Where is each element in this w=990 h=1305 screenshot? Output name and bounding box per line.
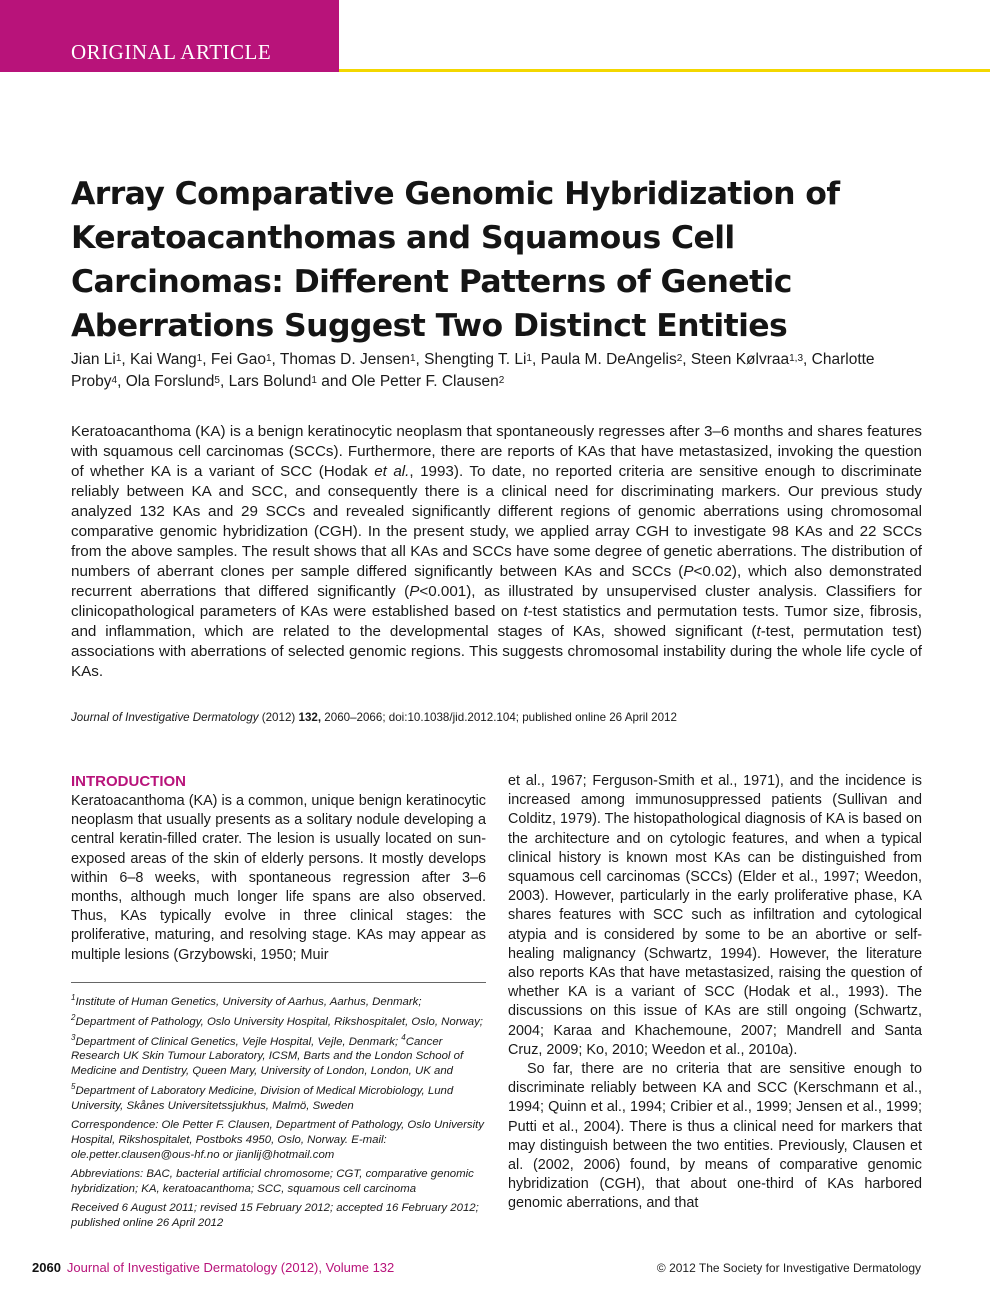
affiliation-number: 2: [71, 1012, 76, 1022]
author-name: Charlotte Proby: [71, 351, 875, 390]
author-affiliation: 1: [115, 353, 122, 364]
author-name: Ole Petter F. Clausen: [351, 373, 499, 390]
abstract-italic: et al.: [374, 463, 410, 480]
affiliation-number: 1: [71, 993, 76, 1002]
author-affiliation: 1: [311, 375, 317, 386]
correspondence: Correspondence: Ole Petter F. Clausen, Department of Pathology, Oslo University Hospital, Rikshospitalet, Postboks 4950, Oslo, Norway. E-mail: ole.petter.clausen@ous-hf.no or jianlij@hotmail.com: [71, 1119, 485, 1162]
citation-rest: 2060–2066; doi:10.1038/jid.2012.104; published online 26 April 2012: [321, 711, 677, 724]
author-affiliation: 4: [111, 375, 118, 386]
abstract-italic: P: [683, 563, 694, 580]
page-number: 2060: [32, 1260, 61, 1275]
author-list: Jian Li$^1$, Kai Wang$^1$, Fei Gao$^1$, Thomas D. Jensen$^1$, Shengting T. Li$^1$, Paula M. DeAngelis$^2$, Steen Kølvraa$^{1,3}$, Charlotte Proby$^4$, Ola Forslund$^5$, Lars Bolund$^1$ and Ole Petter F. Clausen$^2$: [71, 351, 875, 390]
author-affiliation: 2: [498, 375, 505, 386]
author-name: Thomas D. Jensen: [279, 351, 410, 368]
footer-journal: Journal of Investigative Dermatology (2012), Volume 132: [66, 1260, 395, 1275]
affiliations: [71, 990, 486, 1114]
affiliation-text: Department of Laboratory Medicine, Division of Medical Microbiology, Lund University, Skånes Universitetssjukhus, Malmö, Sweden: [71, 1085, 454, 1113]
abstract-text: Keratoacanthoma (KA) is a benign keratinocytic neoplasm that spontaneously regresses after 3–6 months and shares features with squamous cell carcinomas (SCCs). Furthermore, there are reports of KAs that have metastasized, invoking the question of whether KA is a variant of SCC (Hodak: [71, 423, 922, 480]
author-name: Shengting T. Li: [424, 351, 527, 368]
author-affiliation: 1: [526, 353, 532, 364]
citation-volume: 132,: [298, 711, 322, 724]
introduction-paragraph: So far, there are no criteria that are sensitive enough to discriminate reliably between KA and SCC (Kerschmann et al., 1994; Quinn et al., 1994; Cribier et al., 1999; Jensen et al., 1999; Putti et al., 2004). There is thus a clinical need for markers that may distinguish between the two entities. Previously, Clausen et al. (2002, 2006) found, by means of comparative genomic hybridization (CGH), that about one-third of KAs harbored genomic aberrations, and that: [508, 1061, 922, 1212]
abstract-text: -test statistics and permutation tests. Tumor size, fibrosis, and inflammation, which are related to the developmental stages of KAs, showed significant (: [71, 603, 922, 640]
abstract-italic: P: [409, 583, 420, 600]
header-rule: [339, 69, 990, 72]
footnotes: [71, 982, 486, 1235]
author-name: Kai Wang: [130, 351, 197, 368]
affiliation-text: Institute of Human Genetics, University of Aarhus, Aarhus, Denmark;: [75, 995, 422, 1008]
author-affiliation: 5: [214, 375, 220, 386]
page-footer: [32, 1260, 394, 1275]
received-dates: Received 6 August 2011; revised 15 February 2012; accepted 16 February 2012; published online 26 April 2012: [71, 1202, 479, 1230]
citation-year: (2012): [258, 711, 299, 724]
author-name: Fei Gao: [210, 351, 266, 368]
article-title: Array Comparative Genomic Hybridization of Keratoacanthomas and Squamous Cell Carcinomas: Different Patterns of Genetic Aberrations Suggest Two Distinct Entities: [71, 176, 840, 344]
abstract: [71, 422, 922, 682]
author-name: Jian Li: [71, 351, 116, 368]
author-affiliation: 2: [676, 353, 683, 364]
introduction-paragraph: et al., 1967; Ferguson-Smith et al., 1971), and the incidence is increased among immunosuppressed patients (Sullivan and Colditz, 1979). The histopathological diagnosis of KA is based on the architecture and on cytologic features, and when a typical clinical history is known most KAs can be distinguished from squamous cell carcinomas (SCCs) (Elder et al., 1997; Weedon, 2003). However, particularly in the early proliferative phase, KA shares features with SCC such as infiltration and cytological atypia and is considered by some to be an abortive or self-healing malignancy (Schwartz, 1994). However, the literature also reports KAs that have metastasized, raising the question of whether KA is a variant of SCC (Hodak et al., 1993). The discussions on this issue of KAs are still ongoing (Schwartz, 2004; Karaa and Khachemoune, 2007; Mandrell and Santa Cruz, 2009; Ko, 2010; Weedon et al., 2010a).: [508, 773, 922, 1058]
author-name: Lars Bolund: [228, 373, 312, 390]
abstract-text: <0.001), as illustrated by unsupervised cluster analysis. Classifiers for clinicopathological parameters of KAs were established based on: [71, 583, 922, 620]
affiliation-text: Cancer Research UK Skin Tumour Laboratory, ICSM, Barts and the London School of Medicine and Dentistry, Queen Mary, University of London, London, UK and: [71, 1035, 464, 1078]
author-name: Ola Forslund: [125, 373, 215, 390]
abbreviations: Abbreviations: BAC, bacterial artificial chromosome; CGT, comparative genomic hybridization; KA, keratoacanthoma; SCC, squamous cell carcinoma: [71, 1168, 474, 1196]
author-affiliation: 1: [409, 353, 416, 364]
abstract-text: -test, permutation test) associations with aberrations of selected genomic regions. This suggests chromosomal instability during the whole life cycle of KAs.: [71, 623, 922, 680]
abstract-italic: t: [523, 603, 528, 620]
body-text: [71, 792, 486, 965]
affiliation-number: 4: [401, 1032, 406, 1042]
left-column: [71, 772, 486, 965]
author-affiliation: 1,3: [789, 353, 804, 364]
copyright: © 2012 The Society for Investigative Dermatology: [656, 1261, 921, 1275]
introduction-paragraph: Keratoacanthoma (KA) is a common, unique benign keratinocytic neoplasm that usually presents as a solitary nodule developing a central keratin-filled crater. The lesion is usually located on sun-exposed areas of the skin of elderly persons. It mostly develops within 6–8 weeks, with spontaneous regression after 3–6 months, although much longer life spans are also observed. Thus, KAs typically evolve in three clinical stages: the proliferative, maturing, and resolving stage. KAs may appear as multiple lesions (Grzybowski, 1950; Muir: [71, 793, 486, 963]
abstract-text: , 1993). To date, no reported criteria are sensitive enough to discriminate reliably between KA and SCC, and consequently there is a clinical need for discriminating markers. Our previous study analyzed 132 KAs and 29 SCCs and revealed significantly different regions of genomic aberrations using chromosomal comparative genomic hybridization (CGH). In the present study, we applied array CGH to investigate 98 KAs and 22 SCCs from the above samples. The result shows that all KAs and SCCs have some degree of genetic aberrations. The distribution of numbers of aberrant clones per sample differed significantly between KAs and SCCs (: [71, 463, 922, 580]
affiliation-number: 5: [71, 1082, 76, 1092]
author-affiliation: 1: [265, 353, 272, 364]
section-label: ORIGINAL ARTICLE: [71, 40, 272, 64]
affiliation-text: Department of Pathology, Oslo University Hospital, Rikshospitalet, Oslo, Norway;: [75, 1015, 483, 1028]
citation-line: [71, 710, 922, 725]
author-affiliation: 1: [196, 353, 203, 364]
affiliation-text: Department of Clinical Genetics, Vejle Hospital, Vejle, Denmark;: [75, 1035, 402, 1048]
affiliation-number: 3: [71, 1032, 76, 1042]
body-text: [508, 772, 922, 1214]
author-name: Paula M. DeAngelis: [540, 351, 677, 368]
introduction-heading: INTRODUCTION: [71, 773, 186, 790]
abstract-italic: t: [756, 623, 761, 640]
right-column: [508, 772, 922, 1214]
citation-journal: Journal of Investigative Dermatology: [71, 711, 259, 724]
author-name: Steen Kølvraa: [690, 351, 790, 368]
abstract-text: <0.02), which also demonstrated recurrent aberrations that differed significantly (: [71, 563, 922, 600]
